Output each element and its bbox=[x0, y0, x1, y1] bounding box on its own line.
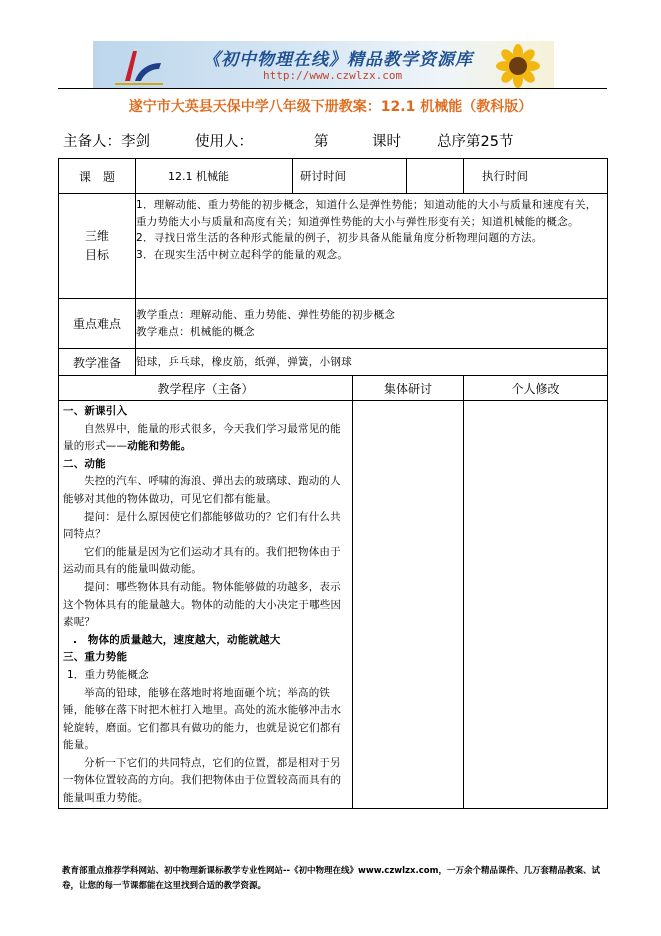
subsection-heading: 1．重力势能概念 bbox=[67, 668, 149, 681]
goal-item: 2．寻找日常生活的各种形式能量的例子，初步具备从能量角度分析物理问题的方法。 bbox=[136, 232, 543, 244]
collective-header: 集体研讨 bbox=[353, 376, 464, 401]
key-points-content bbox=[136, 299, 608, 349]
section-heading: 一、新课引入 bbox=[63, 405, 128, 417]
prep-label: 教学准备 bbox=[59, 349, 136, 376]
section-heading: 二、动能 bbox=[63, 457, 106, 470]
paragraph-emphasis: 动能和势能。 bbox=[127, 440, 192, 453]
paragraph: 自然界中，能量的形式很多，今天我们学习最常见的能量的形式——动能和势能。 bbox=[63, 422, 341, 453]
goals-content bbox=[136, 194, 608, 299]
meta-user: 使用人： bbox=[195, 134, 253, 150]
key-point-item: 教学难点：机械能的概念 bbox=[136, 325, 255, 338]
topic-value: 12.1 机械能 bbox=[136, 159, 293, 194]
sunflower-icon bbox=[488, 43, 548, 89]
goals-label bbox=[59, 194, 136, 299]
document-title: 遂宁市大英县天保中学八年级下册教案：12.1 机械能（教科版） bbox=[128, 99, 533, 115]
goal-item: 1．理解动能、重力势能的初步概念，知道什么是弹性势能；知道动能的大小与质量和速度有关，重力势能大小与质量和高度有关；知道弹性势能的大小与弹性形变有关；知道机械能的概念。 bbox=[136, 199, 597, 228]
discuss-time-value bbox=[407, 159, 464, 194]
meta-preparer: 主备人：李剑 bbox=[63, 134, 150, 150]
discuss-time-label: 研讨时间 bbox=[293, 159, 407, 194]
personal-header: 个人修改 bbox=[464, 376, 608, 401]
collective-column bbox=[353, 401, 464, 809]
goal-item: 3．在现实生活中树立起科学的能量的观念。 bbox=[136, 248, 349, 261]
topic-label: 课 题 bbox=[59, 159, 136, 194]
goals-label-line1: 三维 bbox=[84, 229, 109, 243]
paragraph: 举高的铅球，能够在落地时将地面砸个坑；举高的铁锤，能够在落下时把木桩打入地里。高处的流水能够冲击水轮旋转，磨面。它们都具有做功的能力，也就是说它们都有能量。 bbox=[63, 686, 342, 752]
procedure-content bbox=[59, 401, 353, 809]
key-points-label: 重点难点 bbox=[59, 299, 136, 349]
paragraph: 分析一下它们的共同特点，它们的位置，都是相对于另一物体位置较高的方向。我们把物体由于位置较高而具有的能量叫重力势能。 bbox=[63, 756, 342, 805]
meta-di: 第 bbox=[314, 134, 329, 150]
paragraph: 它们的能量是因为它们运动才具有的。我们把物体由于运动而具有的能量叫做动能。 bbox=[63, 545, 341, 576]
key-point-item: 教学重点：理解动能、重力势能、弹性势能的初步概念 bbox=[136, 309, 396, 321]
banner-url[interactable]: http://www.czwlzx.com bbox=[263, 69, 403, 82]
banner-title: 《初中物理在线》精品教学资源库 bbox=[203, 50, 473, 70]
paragraph: 失控的汽车、呼啸的海浪、弹出去的玻璃球、跑动的人能够对其他的物体做功，可见它们都有能量。 bbox=[63, 475, 341, 505]
meta-total: 总序第25节 bbox=[437, 134, 514, 150]
section-heading: 三、重力势能 bbox=[63, 651, 128, 664]
personal-column bbox=[464, 401, 608, 809]
header-rule bbox=[58, 88, 607, 89]
prep-value: 铅球，乒乓球，橡皮筋，纸弹，弹簧，小钢球 bbox=[136, 349, 608, 376]
header-banner bbox=[93, 41, 554, 89]
paragraph-conclusion: . 物体的质量越大，速度越大，动能就越大 bbox=[73, 633, 281, 646]
paragraph: 提问：哪些物体具有动能。物体能够做的功越多，表示这个物体具有的能量越大。物体的动能的大小决定于哪些因素呢？ bbox=[63, 580, 342, 629]
procedure-header: 教学程序（主备） bbox=[59, 376, 353, 401]
paragraph: 提问：是什么原因使它们都能够做功的？它们有什么共同特点？ bbox=[63, 510, 341, 541]
goals-label-line2: 目标 bbox=[84, 248, 109, 262]
lesson-plan-table bbox=[58, 158, 608, 809]
page-footer: 教育部重点推荐学科网站、初中物理新课标教学专业性网站--《初中物理在线》www.czwlzx.com，一万余个精品课件、几万套精品教案、试卷，让您的每一节课都能在这里找到合适的教学资源。 bbox=[62, 866, 600, 891]
exec-time-label: 执行时间 bbox=[464, 159, 608, 194]
meta-period: 课时 bbox=[372, 134, 401, 150]
site-logo-icon bbox=[111, 47, 165, 85]
